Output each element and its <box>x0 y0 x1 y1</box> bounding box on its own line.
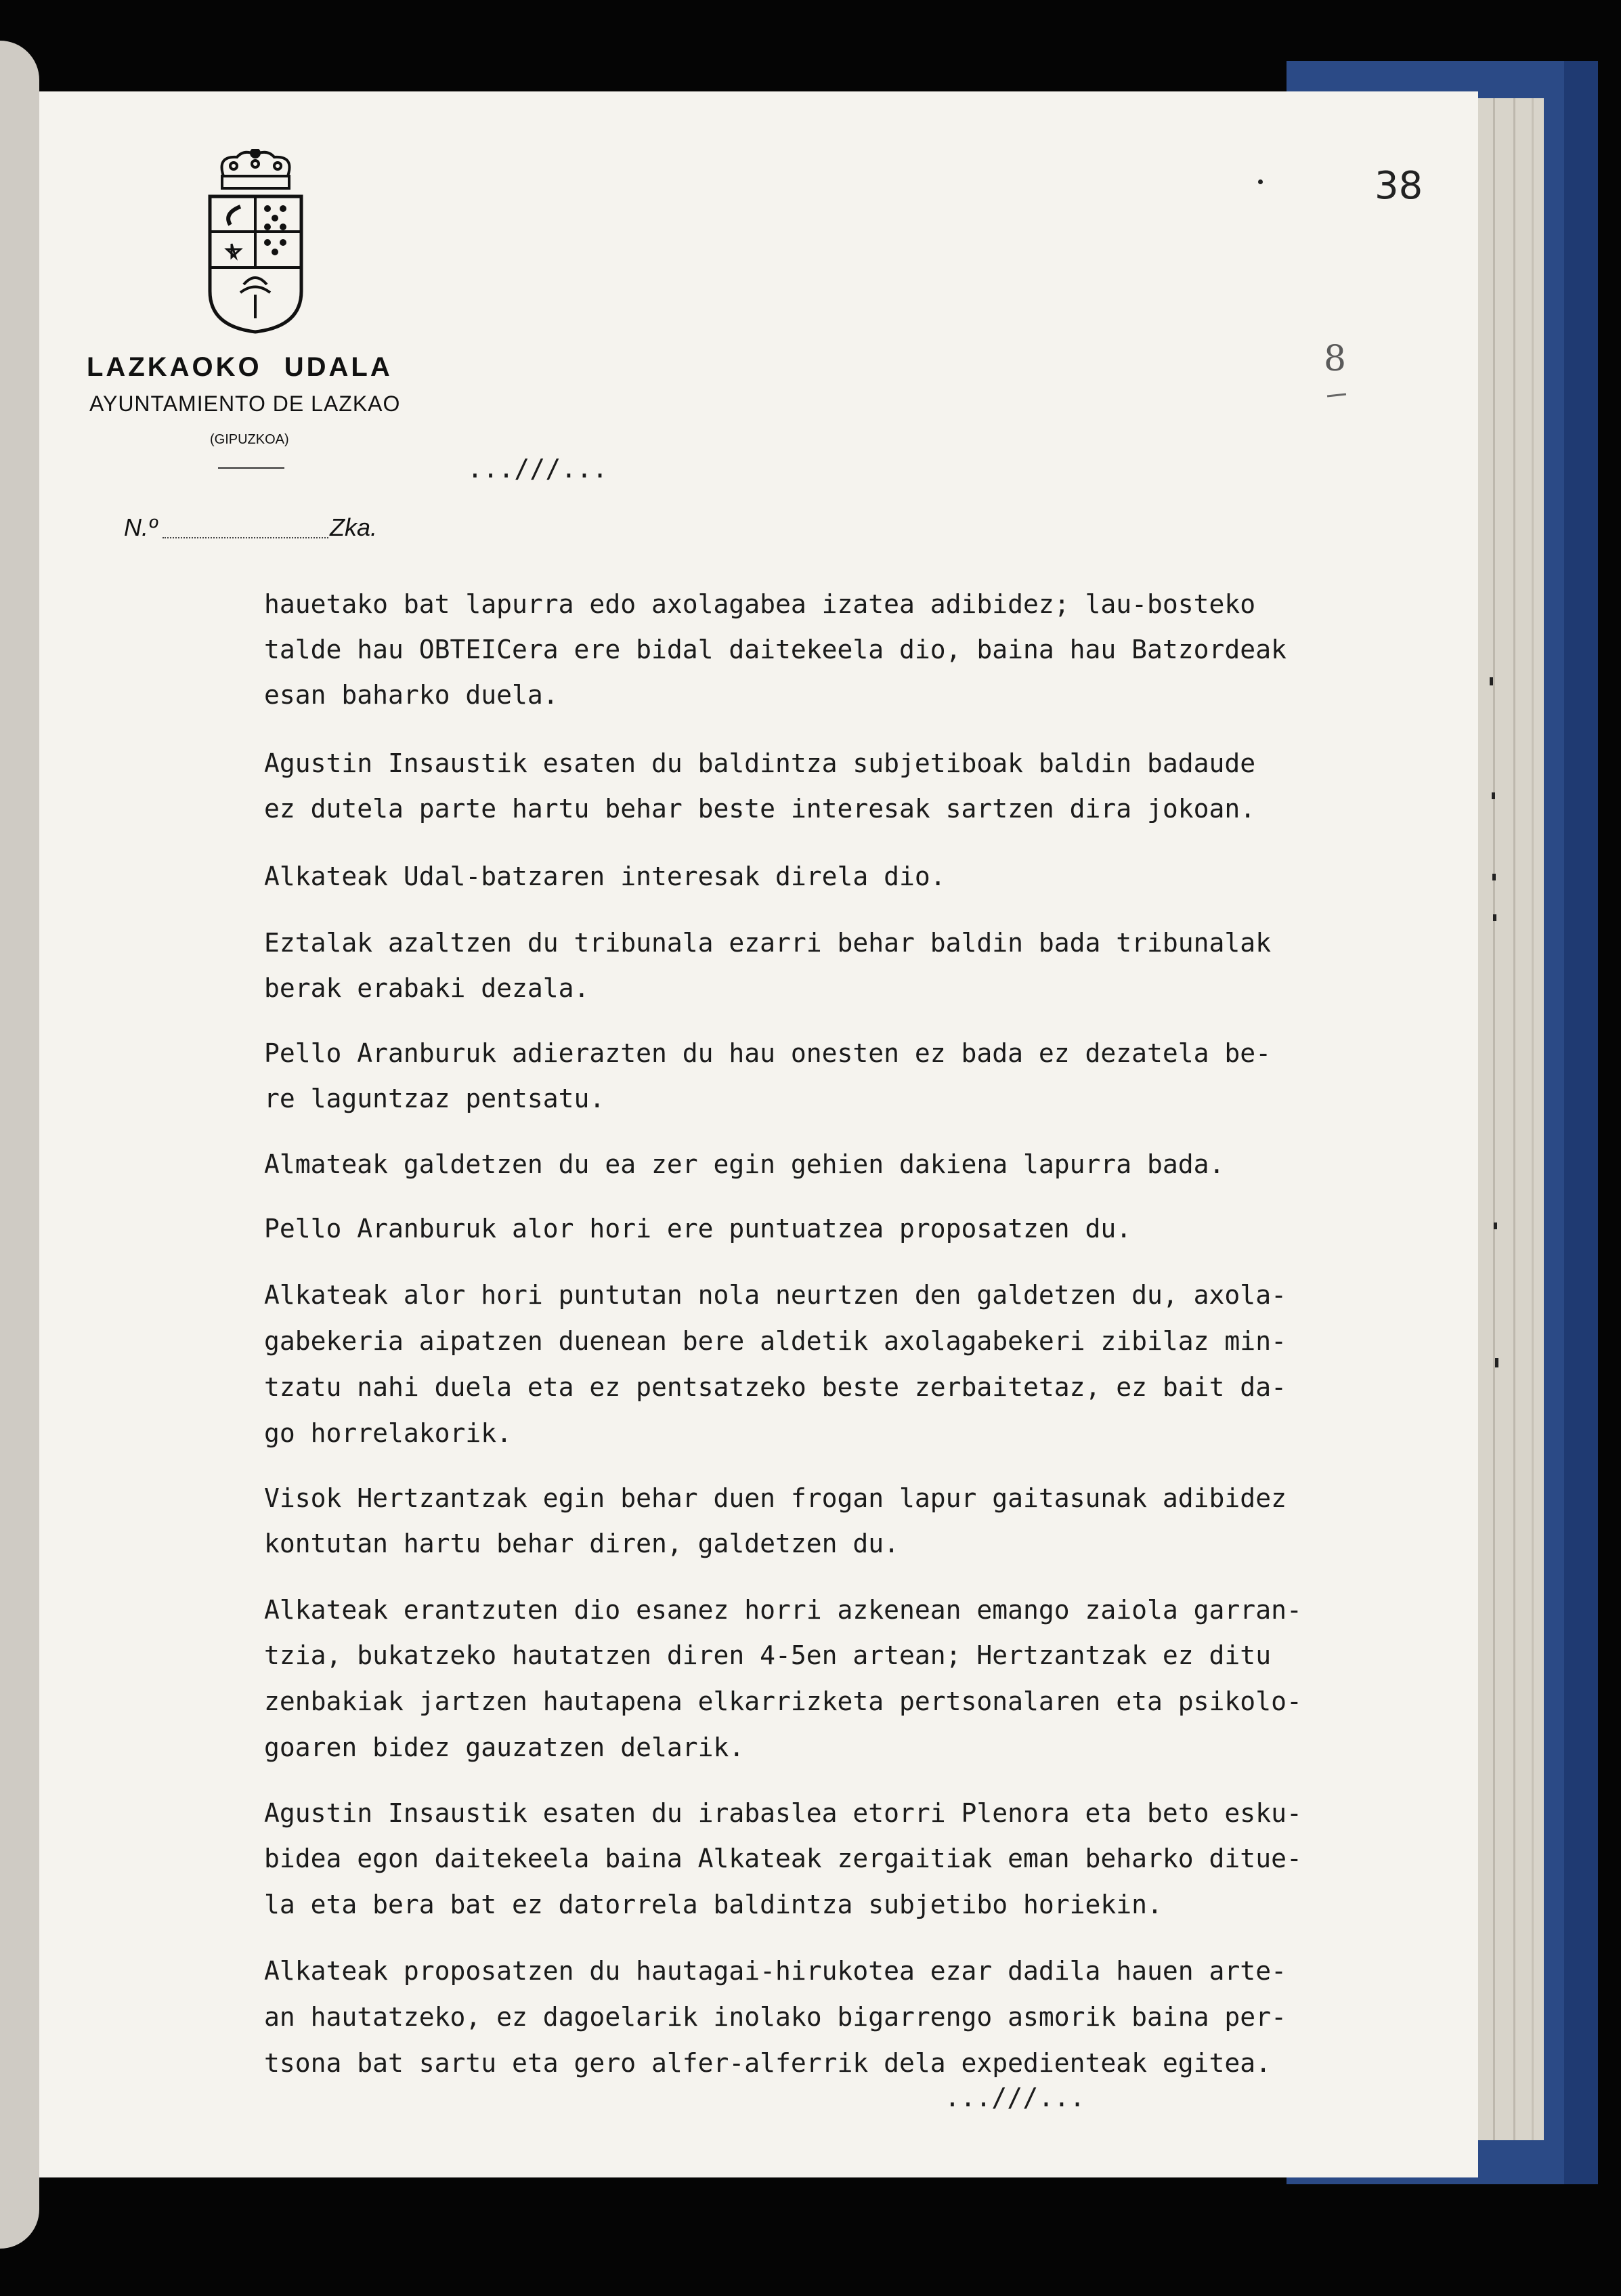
text-line: Agustin Insaustik esaten du baldintza subjetiboak baldin badaude <box>264 748 1256 778</box>
page-stack-line <box>1532 98 1534 2140</box>
header-divider <box>218 467 284 469</box>
text-line: Pello Aranburuk adierazten du hau onesten ez bada ez dezatela be- <box>264 1038 1272 1068</box>
registry-number-suffix: Zka. <box>330 513 378 541</box>
page-edge-mark <box>1494 1223 1497 1229</box>
text-line: Almateak galdetzen du ea zer egin gehien dakiena lapurra bada. <box>264 1149 1225 1179</box>
page-edge-mark <box>1495 1358 1498 1367</box>
text-line: goaren bidez gauzatzen delarik. <box>264 1732 745 1762</box>
text-line: talde hau OBTEICera ere bidal daitekeela dio, baina hau Batzordeak <box>264 635 1287 664</box>
page-edge-mark <box>1492 874 1496 880</box>
text-line: berak erabaki dezala. <box>264 973 590 1003</box>
text-line: tzatu nahi duela eta ez pentsatzeko beste zerbaitetaz, ez bait da- <box>264 1372 1287 1402</box>
text-line: re laguntzaz pentsatu. <box>264 1084 605 1113</box>
text-line: Agustin Insaustik esaten du irabaslea etorri Plenora eta beto esku- <box>264 1798 1302 1828</box>
page-edge-mark <box>1493 914 1496 921</box>
text-line: kontutan hartu behar diren, galdetzen du. <box>264 1529 899 1558</box>
page-edge-mark <box>1492 792 1495 799</box>
text-line: esan baharko duela. <box>264 680 559 710</box>
office-name: LAZKAOKO UDALA <box>87 352 393 382</box>
text-line: Alkateak proposatzen du hautagai-hirukotea ezar dadila hauen arte- <box>264 1956 1287 1986</box>
text-line: tsona bat sartu eta gero alfer-alferrik dela expedienteak egitea. <box>264 2048 1272 2078</box>
page-stack-line <box>1513 98 1515 2140</box>
text-line: ez dutela parte hartu behar beste interesak sartzen dira jokoan. <box>264 794 1256 824</box>
continuation-mark-bottom: ...///... <box>945 2083 1085 2112</box>
binder-cover-shadow <box>1564 61 1598 2184</box>
office-name-spanish: AYUNTAMIENTO DE LAZKAO <box>89 391 401 416</box>
text-line: Eztalak azaltzen du tribunala ezarri behar baldin bada tribunalak <box>264 928 1272 958</box>
folio-number: 38 <box>1375 164 1423 208</box>
continuation-mark-top: ...///... <box>467 454 608 484</box>
registry-number-label: N.º <box>124 513 158 541</box>
text-line: Alkateak erantzuten dio esanez horri azkenean emango zaiola garran- <box>264 1595 1302 1625</box>
province-label: (GIPUZKOA) <box>210 432 289 447</box>
coat-of-arms-logo <box>203 149 308 335</box>
page-edge-mark <box>1490 677 1493 685</box>
facing-page-edge <box>0 41 39 2249</box>
text-line: Alkateak alor hori puntutan nola neurtzen den galdetzen du, axola- <box>264 1280 1287 1310</box>
text-line: Alkateak Udal-batzaren interesak direla dio. <box>264 862 946 891</box>
text-line: Visok Hertzantzak egin behar duen frogan lapur gaitasunak adibidez <box>264 1483 1287 1513</box>
text-line: go horrelakorik. <box>264 1418 513 1448</box>
page-stack-line <box>1493 98 1495 2140</box>
text-line: an hautatzeko, ez dagoelarik inolako bigarrengo asmorik baina per- <box>264 2002 1287 2032</box>
text-line: tzia, bukatzeko hautatzen diren 4-5en artean; Hertzantzak ez ditu <box>264 1640 1272 1670</box>
page-stack-edge <box>1476 98 1544 2140</box>
text-line: hauetako bat lapurra edo axolagabea izatea adibidez; lau-bosteko <box>264 589 1256 619</box>
text-line: la eta bera bat ez datorrela baldintza subjetibo horiekin. <box>264 1890 1163 1919</box>
text-line: zenbakiak jartzen hautapena elkarrizketa pertsonalaren eta psikolo- <box>264 1686 1302 1716</box>
folio-mark <box>1258 179 1263 184</box>
pencil-annotation: 8 <box>1324 339 1347 379</box>
text-line: bidea egon daitekeela baina Alkateak zergaitiak eman beharko ditue- <box>264 1844 1302 1873</box>
text-line: gabekeria aipatzen duenean bere aldetik axolagabekeri zibilaz min- <box>264 1326 1287 1356</box>
registry-number-field <box>163 537 328 538</box>
text-line: Pello Aranburuk alor hori ere puntuatzea proposatzen du. <box>264 1214 1132 1243</box>
